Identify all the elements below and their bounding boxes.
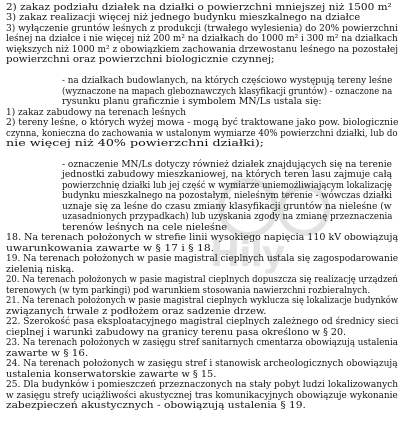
text-line: czynna, konieczna do zachowania w ustalonym wymiarze 40% powierzchni działki, lub do xyxy=(6,128,398,139)
text-line: 19. Na terenach położonych w pasie magistral cieplnych ustala się zagospodarowanie xyxy=(6,253,399,264)
text-line: cieplnej i warunki zabudowy na granicy terenu pasa określono w § 20. xyxy=(6,327,347,338)
text-line: terenowych (w tym parkingi) pod warunkiem stosowania nawierzchni rozbieralnych. xyxy=(6,285,371,296)
text-line: 3) zakaz realizacji więcej niż jednego budynku mieszkalnego na działce xyxy=(6,12,361,23)
text-line: - na działkach budowlanych, na których częściowo występują tereny leśne xyxy=(62,75,393,86)
text-line: uznaje się za leśne do czasu zmiany klasyfikacji gruntów na nieleśne (w xyxy=(62,201,392,212)
text-line: 3) wyłączenie gruntów leśnych z produkcji (trwałego wylesienia) do 20% powierzchni xyxy=(6,23,398,34)
text-line: terenów leśnych na cele nieleśne xyxy=(62,222,228,233)
text-line: 2) tereny leśne, o których wyżej mowa - mogą być traktowane jako pow. biologicznie xyxy=(6,117,399,128)
text-line: ustalenia konserwatorskie zawarte w § 15. xyxy=(6,369,217,380)
text-line: (wyznaczone na mapach gleboznawczych klasyfikacji gruntów) - oznaczone na xyxy=(62,86,393,97)
text-line: uwarunkowania zawarte w § 17 i § 18. xyxy=(6,243,215,254)
text-line: 20. Na terenach położonych w pasie magistral cieplnych dopuszcza się realizację urządzeń xyxy=(6,274,398,285)
text-line: 21. Na terenach położonych w pasie magistral cieplnych wyklucza się lokalizacje budynków xyxy=(6,295,399,306)
text-line: większych niż 1000 m² z obowiązkiem zachowania drzewostanu leśnego na pozostałej xyxy=(6,44,398,55)
text-line: - oznaczenie MN/Ls dotyczy również działek znajdujących się na terenie xyxy=(62,159,392,170)
text-line: 22. Szerokość pasa eksploatacyjnego magistral cieplnych zależnego od średnicy sieci xyxy=(6,316,399,327)
text-line: nie więcej niż 40% powierzchni działki); xyxy=(6,138,265,149)
text-line: w zasięgu strefy uciążliwości akustycznej tras komunikacyjnych obowiązuje wykonanie xyxy=(6,390,398,401)
text-line: rysunku planu graficznie i symbolem MN/Ls ustala się: xyxy=(62,96,322,107)
text-line: zabezpieczeń akustycznych - obowiązują ustalenia § 19. xyxy=(6,400,306,411)
text-line: powierzchnię działki lub jej część w wymiarze uniemożliwiającym lokalizację xyxy=(62,180,392,191)
text-line: 23. Na terenach położonych w zasięgu stref sanitarnych cmentarza obowiązują ustalenia xyxy=(6,337,398,348)
text-line: 24. Na terenach położonych w zasięgu stref i stanowisk archeologicznych obowiązują xyxy=(6,358,398,369)
text-line: związanych trwale z podłożem oraz sadzenie drzew. xyxy=(6,306,267,317)
text-line: uzasadnionych przypadkach) lub uzyskania zgody na zmianę przeznaczenia xyxy=(62,211,393,222)
text-line: 1) zakaz zabudowy na terenach leśnych xyxy=(6,107,187,118)
text-line: powierzchni oraz powierzchni biologicznie czynnej; xyxy=(6,54,275,65)
text-line: jednostki zabudowy mieszkaniowej, na których teren lasu zajmuje całą xyxy=(62,169,393,180)
text-line: 18. Na terenach położonych w strefie linii wysokiego napięcia 110 kV obowiązują xyxy=(6,232,399,243)
watermark-text: Hily xyxy=(210,234,285,275)
text-line: 2) zakaz podziału działek na działki o powierzchni mniejszej niż 1500 m² xyxy=(6,2,392,13)
text-line: zawarte w § 16. xyxy=(6,348,89,359)
text-line: budynku mieszkalnego na pozostałym, nieleśnym terenie - wówczas działki xyxy=(62,190,392,201)
text-line: 25. Dla budynków i pomieszczeń przeznaczonych na stały pobyt ludzi lokalizowanych xyxy=(6,379,399,390)
text-line: zielenią niską. xyxy=(6,264,75,275)
text-line: leśnej na działce i nie więcej niż 200 m² na działkach do 1000 m² i 300 m² na działkach xyxy=(6,33,398,44)
